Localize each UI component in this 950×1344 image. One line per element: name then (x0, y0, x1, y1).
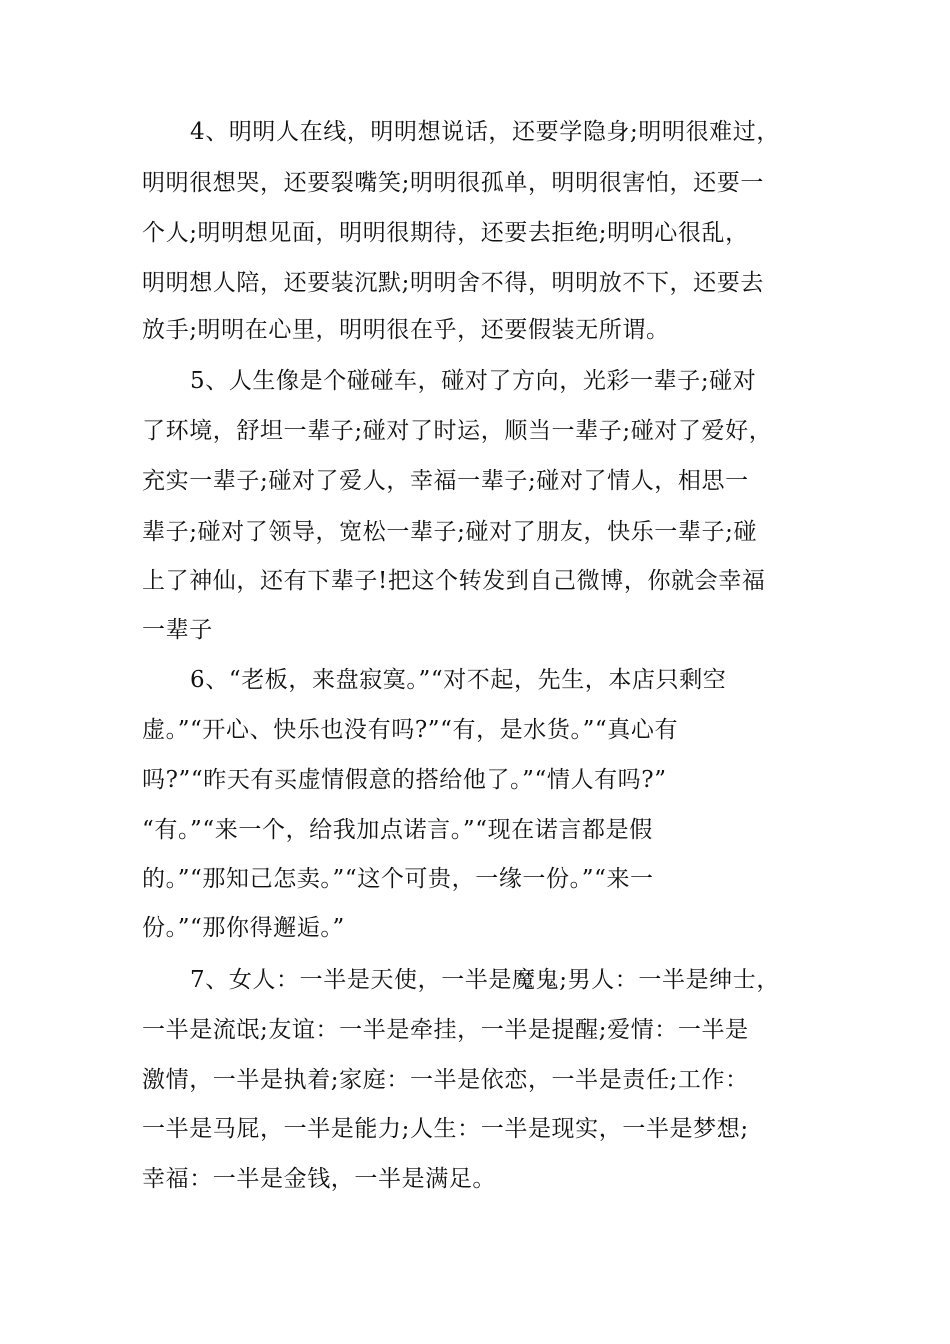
paragraph-line: 6、“老板，来盘寂寞。”“对不起，先生，本店只剩空 (190, 667, 727, 693)
paragraph-line: 份。”“那你得邂逅。” (142, 915, 345, 941)
paragraph-line: 了环境，舒坦一辈子;碰对了时运，顺当一辈子;碰对了爱好， (142, 418, 773, 444)
paragraph-line: 幸福：一半是金钱，一半是满足。 (142, 1166, 496, 1192)
paragraph-line: 一半是流氓;友谊：一半是牵挂，一半是提醒;爱情：一半是 (142, 1017, 749, 1043)
paragraph-line: 吗?”“昨天有买虚情假意的搭给他了。”“情人有吗?” (142, 767, 667, 793)
paragraph-line: 5、人生像是个碰碰车，碰对了方向，光彩一辈子;碰对 (190, 368, 757, 394)
paragraph-line: 一辈子 (142, 617, 213, 643)
paragraph-line: 明明很想哭，还要裂嘴笑;明明很孤单，明明很害怕，还要一 (142, 170, 764, 196)
paragraph-line: 个人;明明想见面，明明很期待，还要去拒绝;明明心很乱， (142, 220, 749, 246)
paragraph-line: 上了神仙，还有下辈子!把这个转发到自己微博，你就会幸福 (142, 568, 766, 594)
paragraph-line: 7、女人：一半是天使，一半是魔鬼;男人：一半是绅士， (190, 967, 780, 993)
paragraph-line: 放手;明明在心里，明明很在乎，还要假装无所谓。 (142, 317, 670, 343)
paragraph-line: “有。”“来一个，给我加点诺言。”“现在诺言都是假 (142, 817, 653, 843)
paragraph-line: 一半是马屁，一半是能力;人生：一半是现实，一半是梦想; (142, 1116, 749, 1142)
paragraph-line: 充实一辈子;碰对了爱人，幸福一辈子;碰对了情人，相思一 (142, 468, 749, 494)
paragraph-line: 辈子;碰对了领导，宽松一辈子;碰对了朋友，快乐一辈子;碰 (142, 519, 758, 545)
paragraph-line: 的。”“那知己怎卖。”“这个可贵，一缘一份。”“来一 (142, 866, 654, 892)
paragraph-line: 4、明明人在线，明明想说话，还要学隐身;明明很难过， (190, 119, 780, 145)
paragraph-line: 激情，一半是执着;家庭：一半是依恋，一半是责任;工作： (142, 1067, 749, 1093)
paragraph-line: 虚。”“开心、快乐也没有吗?”“有，是水货。”“真心有 (142, 717, 679, 743)
paragraph-line: 明明想人陪，还要装沉默;明明舍不得，明明放不下，还要去 (142, 270, 764, 296)
